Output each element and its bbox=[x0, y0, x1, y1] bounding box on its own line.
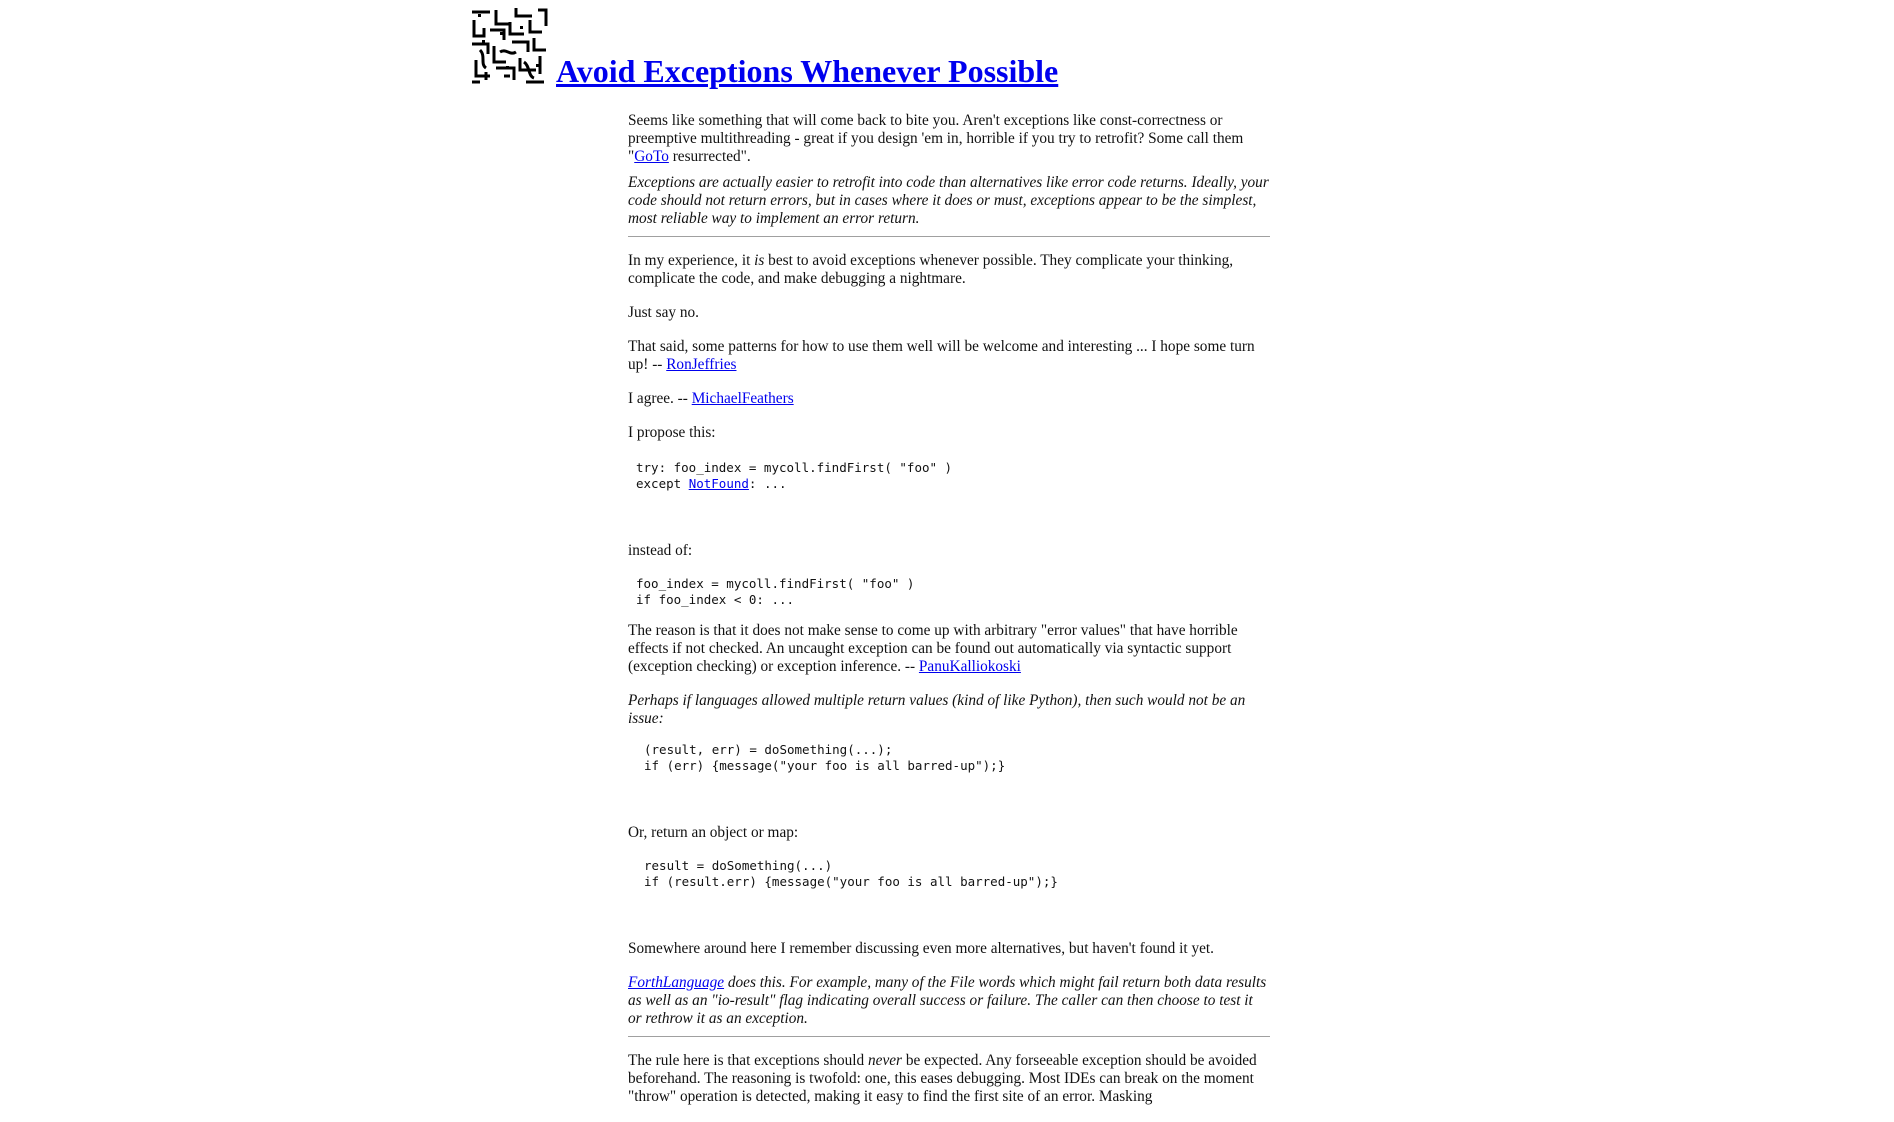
paragraph-text: Perhaps if languages allowed multiple return values (kind of like Python), then such would not be an issue: bbox=[628, 692, 1246, 727]
code-text: except bbox=[636, 476, 689, 491]
paragraph bbox=[628, 424, 1270, 442]
paragraph-text: best to avoid exceptions whenever possible. They complicate your thinking, complicate the code, and make debugging a nightmare. bbox=[628, 252, 1234, 287]
paragraph bbox=[628, 112, 1270, 166]
paragraph bbox=[628, 824, 1270, 842]
wiki-link-notfound[interactable]: NotFound bbox=[688, 476, 749, 491]
paragraph-text: In my experience, it bbox=[628, 252, 755, 269]
paragraph-text: Somewhere around here I remember discussing even more alternatives, but haven't found it yet. bbox=[628, 940, 1214, 957]
link-text[interactable]: ForthLanguage bbox=[628, 974, 725, 991]
wiki-link-ronjeffries[interactable]: RonJeffries bbox=[666, 356, 737, 373]
wiki-maze-logo-icon[interactable] bbox=[470, 6, 548, 84]
emphasis: is bbox=[754, 252, 765, 269]
paragraph bbox=[628, 252, 1270, 288]
paragraph bbox=[628, 622, 1270, 676]
page-title-link[interactable]: Avoid Exceptions Whenever Possible bbox=[556, 53, 1059, 89]
paragraph-text: does this. For example, many of the File words which might fail return both data results as well as an "io-result" flag indicating overall success or failure. The caller can then choose to test it or rethrow it as an exception. bbox=[628, 974, 1267, 1027]
emphasis: never bbox=[868, 1052, 902, 1069]
wiki-link-forthlanguage[interactable] bbox=[628, 974, 724, 991]
paragraph bbox=[628, 1052, 1270, 1106]
paragraph bbox=[628, 542, 1270, 560]
divider bbox=[628, 236, 1270, 237]
paragraph-text: Just say no. bbox=[628, 304, 699, 321]
code-line: try: foo_index = mycoll.findFirst( "foo" ) bbox=[636, 460, 953, 475]
paragraph-text: I propose this: bbox=[628, 424, 716, 441]
code-block: (result, err) = doSomething(...); if (err) {message("your foo is all barred-up");} bbox=[644, 742, 1006, 773]
paragraph-text: Seems like something that will come back to bite you. Aren't exceptions like const-correctness or preemptive multithreading - great if you design 'em in, horrible if you try to retrofit? Some call them " bbox=[628, 112, 1244, 165]
divider bbox=[628, 1036, 1270, 1037]
paragraph-text: The rule here is that exceptions should bbox=[628, 1052, 869, 1069]
paragraph-text: be expected. Any forseeable exception should be avoided beforehand. The reasoning is twofold: one, this eases debugging. Most IDEs can break on the moment "throw" operation is detected, making it easy to find the first site of an error. Masking bbox=[628, 1052, 1257, 1105]
paragraph bbox=[628, 338, 1270, 374]
paragraph bbox=[628, 390, 1270, 408]
paragraph-italic bbox=[628, 692, 1270, 728]
code-block: foo_index = mycoll.findFirst( "foo" ) if foo_index < 0: ... bbox=[636, 576, 915, 607]
paragraph bbox=[628, 304, 1270, 322]
wiki-link-panukalliokoski[interactable]: PanuKalliokoski bbox=[918, 658, 1021, 675]
paragraph-italic bbox=[628, 974, 1270, 1028]
code-block: result = doSomething(...) if (result.err) {message("your foo is all barred-up");} bbox=[644, 858, 1058, 889]
paragraph bbox=[628, 940, 1270, 958]
paragraph-text: Or, return an object or map: bbox=[628, 824, 799, 841]
code-block bbox=[636, 460, 1270, 492]
paragraph-text: The reason is that it does not make sense to come up with arbitrary "error values" that have horrible effects if not checked. An uncaught exception can be found out automatically via syntactic support (exception checking) or exception inference. -- bbox=[628, 622, 1238, 675]
page-header bbox=[470, 6, 1059, 89]
page-content bbox=[628, 112, 1270, 1122]
paragraph-text: Exceptions are actually easier to retrofit into code than alternatives like error code returns. Ideally, your code should not return errors, but in cases where it does or must, exceptions appear to be the simplest, most reliable way to implement an error return. bbox=[628, 174, 1269, 227]
wiki-link-michaelfeathers[interactable]: MichaelFeathers bbox=[691, 390, 794, 407]
paragraph-italic bbox=[628, 174, 1270, 228]
paragraph-text: That said, some patterns for how to use them well will be welcome and interesting ... I hope some turn up! -- bbox=[628, 338, 1255, 373]
page-title bbox=[556, 52, 1058, 90]
paragraph-text: I agree. -- bbox=[628, 390, 692, 407]
wiki-link-goto[interactable]: GoTo bbox=[634, 148, 669, 165]
paragraph-text: instead of: bbox=[628, 542, 693, 559]
paragraph-text: resurrected". bbox=[668, 148, 751, 165]
code-text: : ... bbox=[748, 476, 787, 491]
